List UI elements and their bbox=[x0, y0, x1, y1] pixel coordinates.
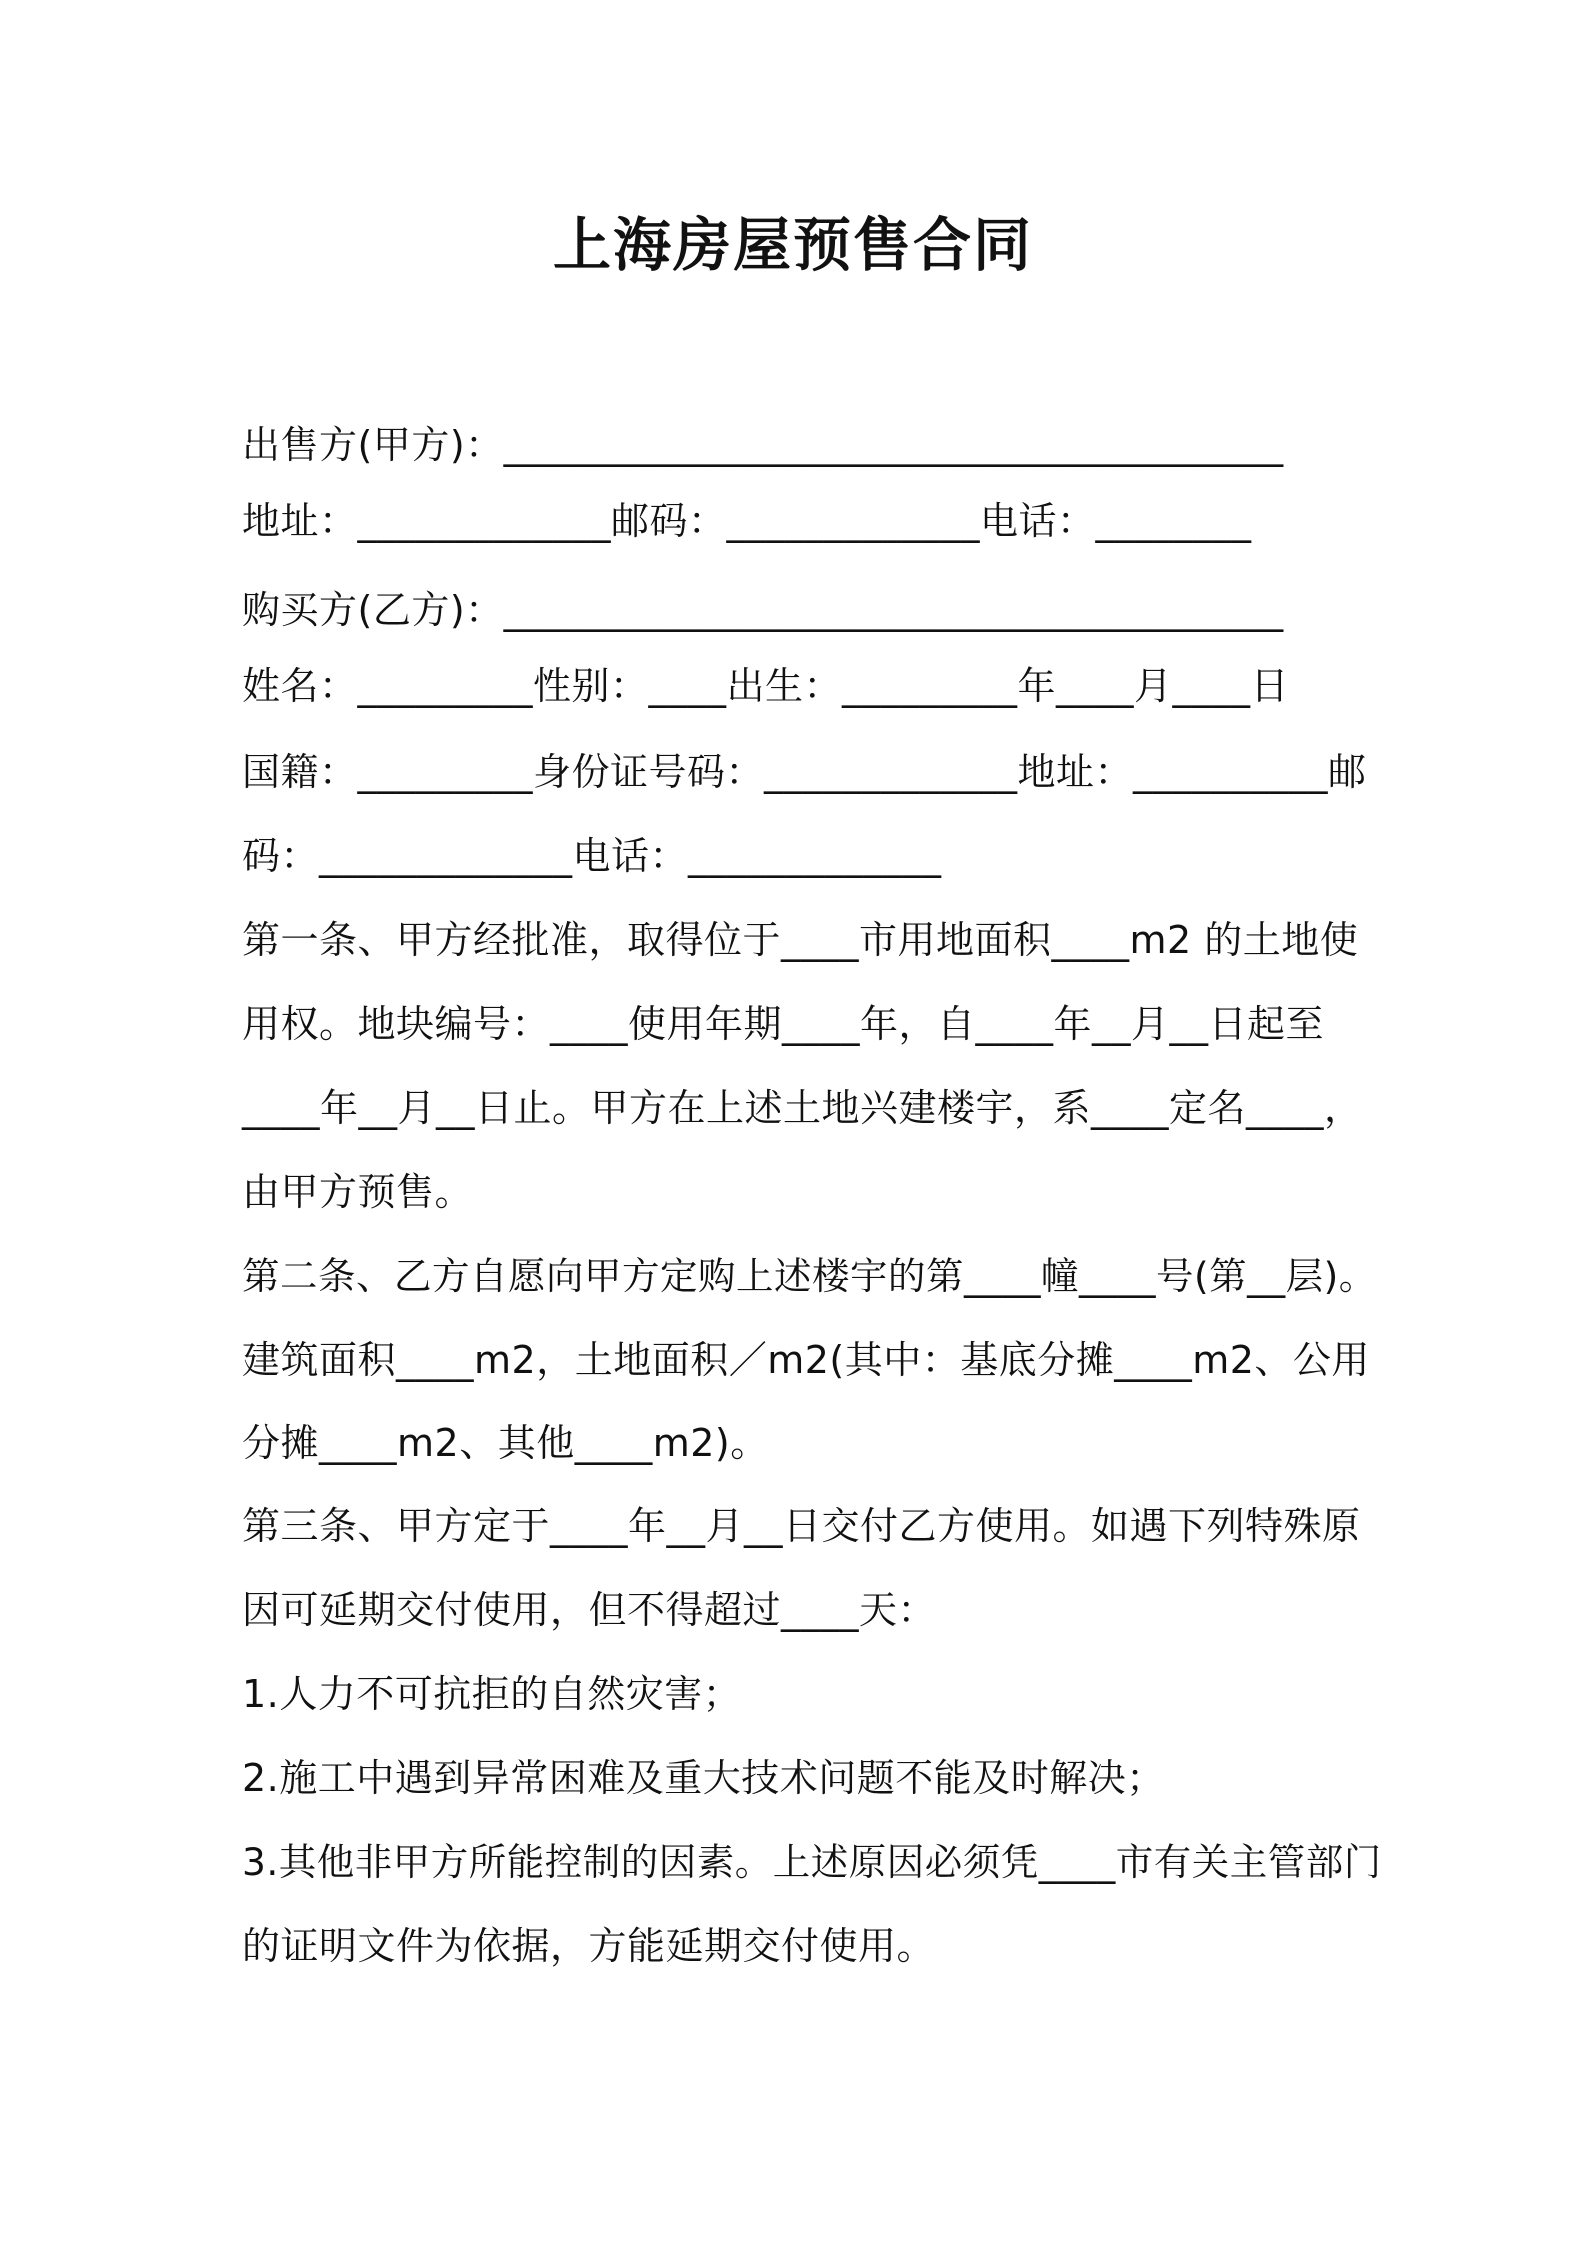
article-1-line-2: 用权。地块编号：____使用年期____年，自____年__月__日起至 bbox=[242, 1002, 1325, 1046]
buyer-line: 购买方(乙方)：________________________________________ bbox=[242, 588, 1284, 632]
list-item-3-continued: 的证明文件为依据，方能延期交付使用。 bbox=[242, 1924, 936, 1968]
article-3-line-1: 第三条、甲方定于____年__月__日交付乙方使用。如遇下列特殊原 bbox=[242, 1504, 1361, 1548]
seller-line: 出售方(甲方)：________________________________________ bbox=[242, 423, 1284, 467]
article-2-line-2: 建筑面积____m2，土地面积／m2(其中：基底分摊____m2、公用 bbox=[242, 1338, 1370, 1382]
article-1-line-3: ____年__月__日止。甲方在上述土地兴建楼宇，系____定名____， bbox=[242, 1086, 1363, 1130]
article-1-line-1: 第一条、甲方经批准，取得位于____市用地面积____m2 的土地使 bbox=[242, 918, 1359, 962]
article-3-line-2: 因可延期交付使用，但不得超过____天： bbox=[242, 1588, 937, 1632]
article-1-line-4: 由甲方预售。 bbox=[242, 1170, 474, 1214]
buyer-name-line: 姓名：_________性别：____出生：_________年____月____日 bbox=[242, 664, 1290, 708]
article-2-line-1: 第二条、乙方自愿向甲方定购上述楼宇的第____幢____号(第__层)。 bbox=[242, 1254, 1377, 1298]
list-item-2: 2.施工中遇到异常困难及重大技术问题不能及时解决； bbox=[242, 1756, 1165, 1800]
list-item-3: 3.其他非甲方所能控制的因素。上述原因必须凭____市有关主管部门 bbox=[242, 1840, 1382, 1884]
seller-address-line: 地址：_____________邮码：_____________电话：________ bbox=[242, 499, 1252, 543]
article-2-line-3: 分摊____m2、其他____m2)。 bbox=[242, 1421, 769, 1465]
buyer-postcode-line: 码：_____________电话：_____________ bbox=[242, 834, 942, 878]
buyer-nationality-line: 国籍：_________身份证号码：_____________地址：__________邮 bbox=[242, 750, 1367, 794]
list-item-1: 1.人力不可抗拒的自然灾害； bbox=[242, 1672, 742, 1716]
document-title: 上海房屋预售合同 bbox=[552, 211, 1033, 279]
